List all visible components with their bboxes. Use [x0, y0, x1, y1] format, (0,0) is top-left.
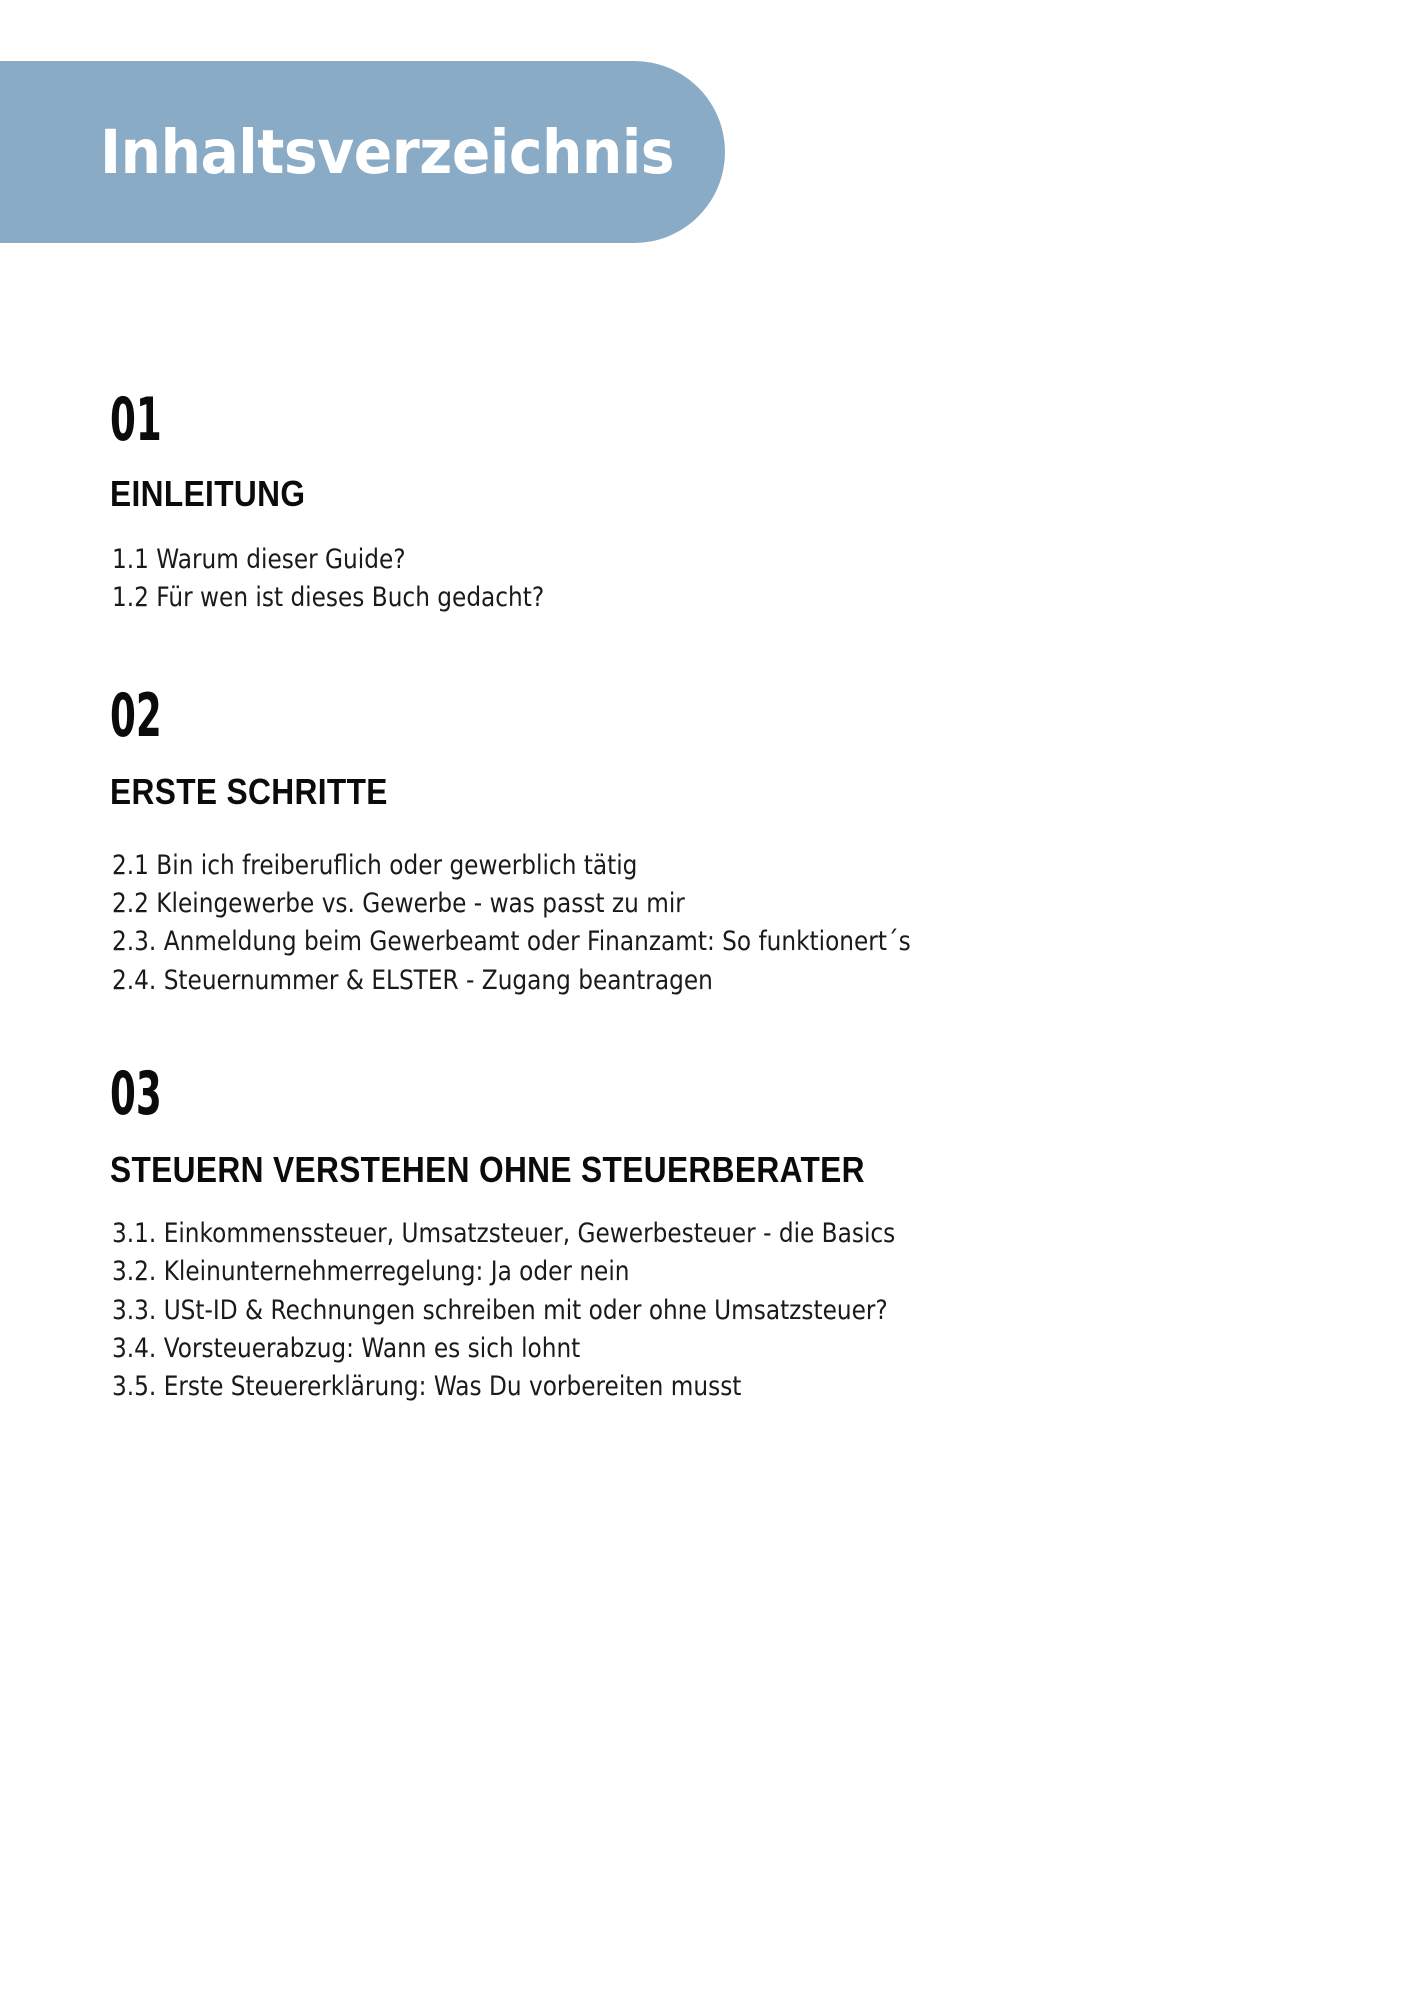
section-heading: STEUERN VERSTEHEN OHNE STEUERBERATER — [110, 1149, 865, 1191]
toc-entry[interactable]: 3.2. Kleinunternehmerregelung: Ja oder nein — [112, 1256, 630, 1288]
section-item-list — [112, 1215, 1414, 1407]
section-heading: EINLEITUNG — [110, 473, 306, 515]
toc-section-03 — [0, 1016, 1414, 1407]
toc-entry[interactable]: 2.2 Kleingewerbe vs. Gewerbe - was passt zu mir — [112, 887, 685, 919]
toc-entry[interactable]: 2.3. Anmeldung beim Gewerbeamt oder Finanzamt: So funktionert´s — [112, 926, 911, 958]
toc-entry[interactable]: 3.4. Vorsteuerabzug: Wann es sich lohnt — [112, 1332, 581, 1364]
section-number: 03 — [110, 1058, 162, 1129]
section-item-list — [112, 541, 1414, 618]
section-heading: ERSTE SCHRITTE — [110, 770, 388, 812]
header-banner — [0, 61, 725, 243]
toc-entry[interactable]: 1.1 Warum dieser Guide? — [112, 543, 406, 575]
toc-entry[interactable]: 2.4. Steuernummer & ELSTER - Zugang beantragen — [112, 964, 713, 996]
toc-section-01 — [0, 385, 1414, 618]
toc-entry[interactable]: 3.1. Einkommenssteuer, Umsatzsteuer, Gewerbesteuer - die Basics — [112, 1217, 896, 1249]
section-number: 01 — [110, 385, 162, 455]
toc-entry[interactable]: 1.2 Für wen ist dieses Buch gedacht? — [112, 582, 545, 614]
toc-entry[interactable]: 3.5. Erste Steuererklärung: Was Du vorbereiten musst — [112, 1371, 742, 1403]
toc-entry[interactable]: 3.3. USt-ID & Rechnungen schreiben mit oder ohne Umsatzsteuer? — [112, 1294, 888, 1326]
toc-entry[interactable]: 2.1 Bin ich freiberuflich oder gewerblich tätig — [112, 849, 638, 881]
page-title: Inhaltsverzeichnis — [100, 116, 675, 188]
section-item-list — [112, 847, 1414, 1000]
toc-section-02 — [0, 634, 1414, 1000]
section-number: 02 — [110, 680, 162, 751]
toc-content — [0, 385, 1414, 1423]
